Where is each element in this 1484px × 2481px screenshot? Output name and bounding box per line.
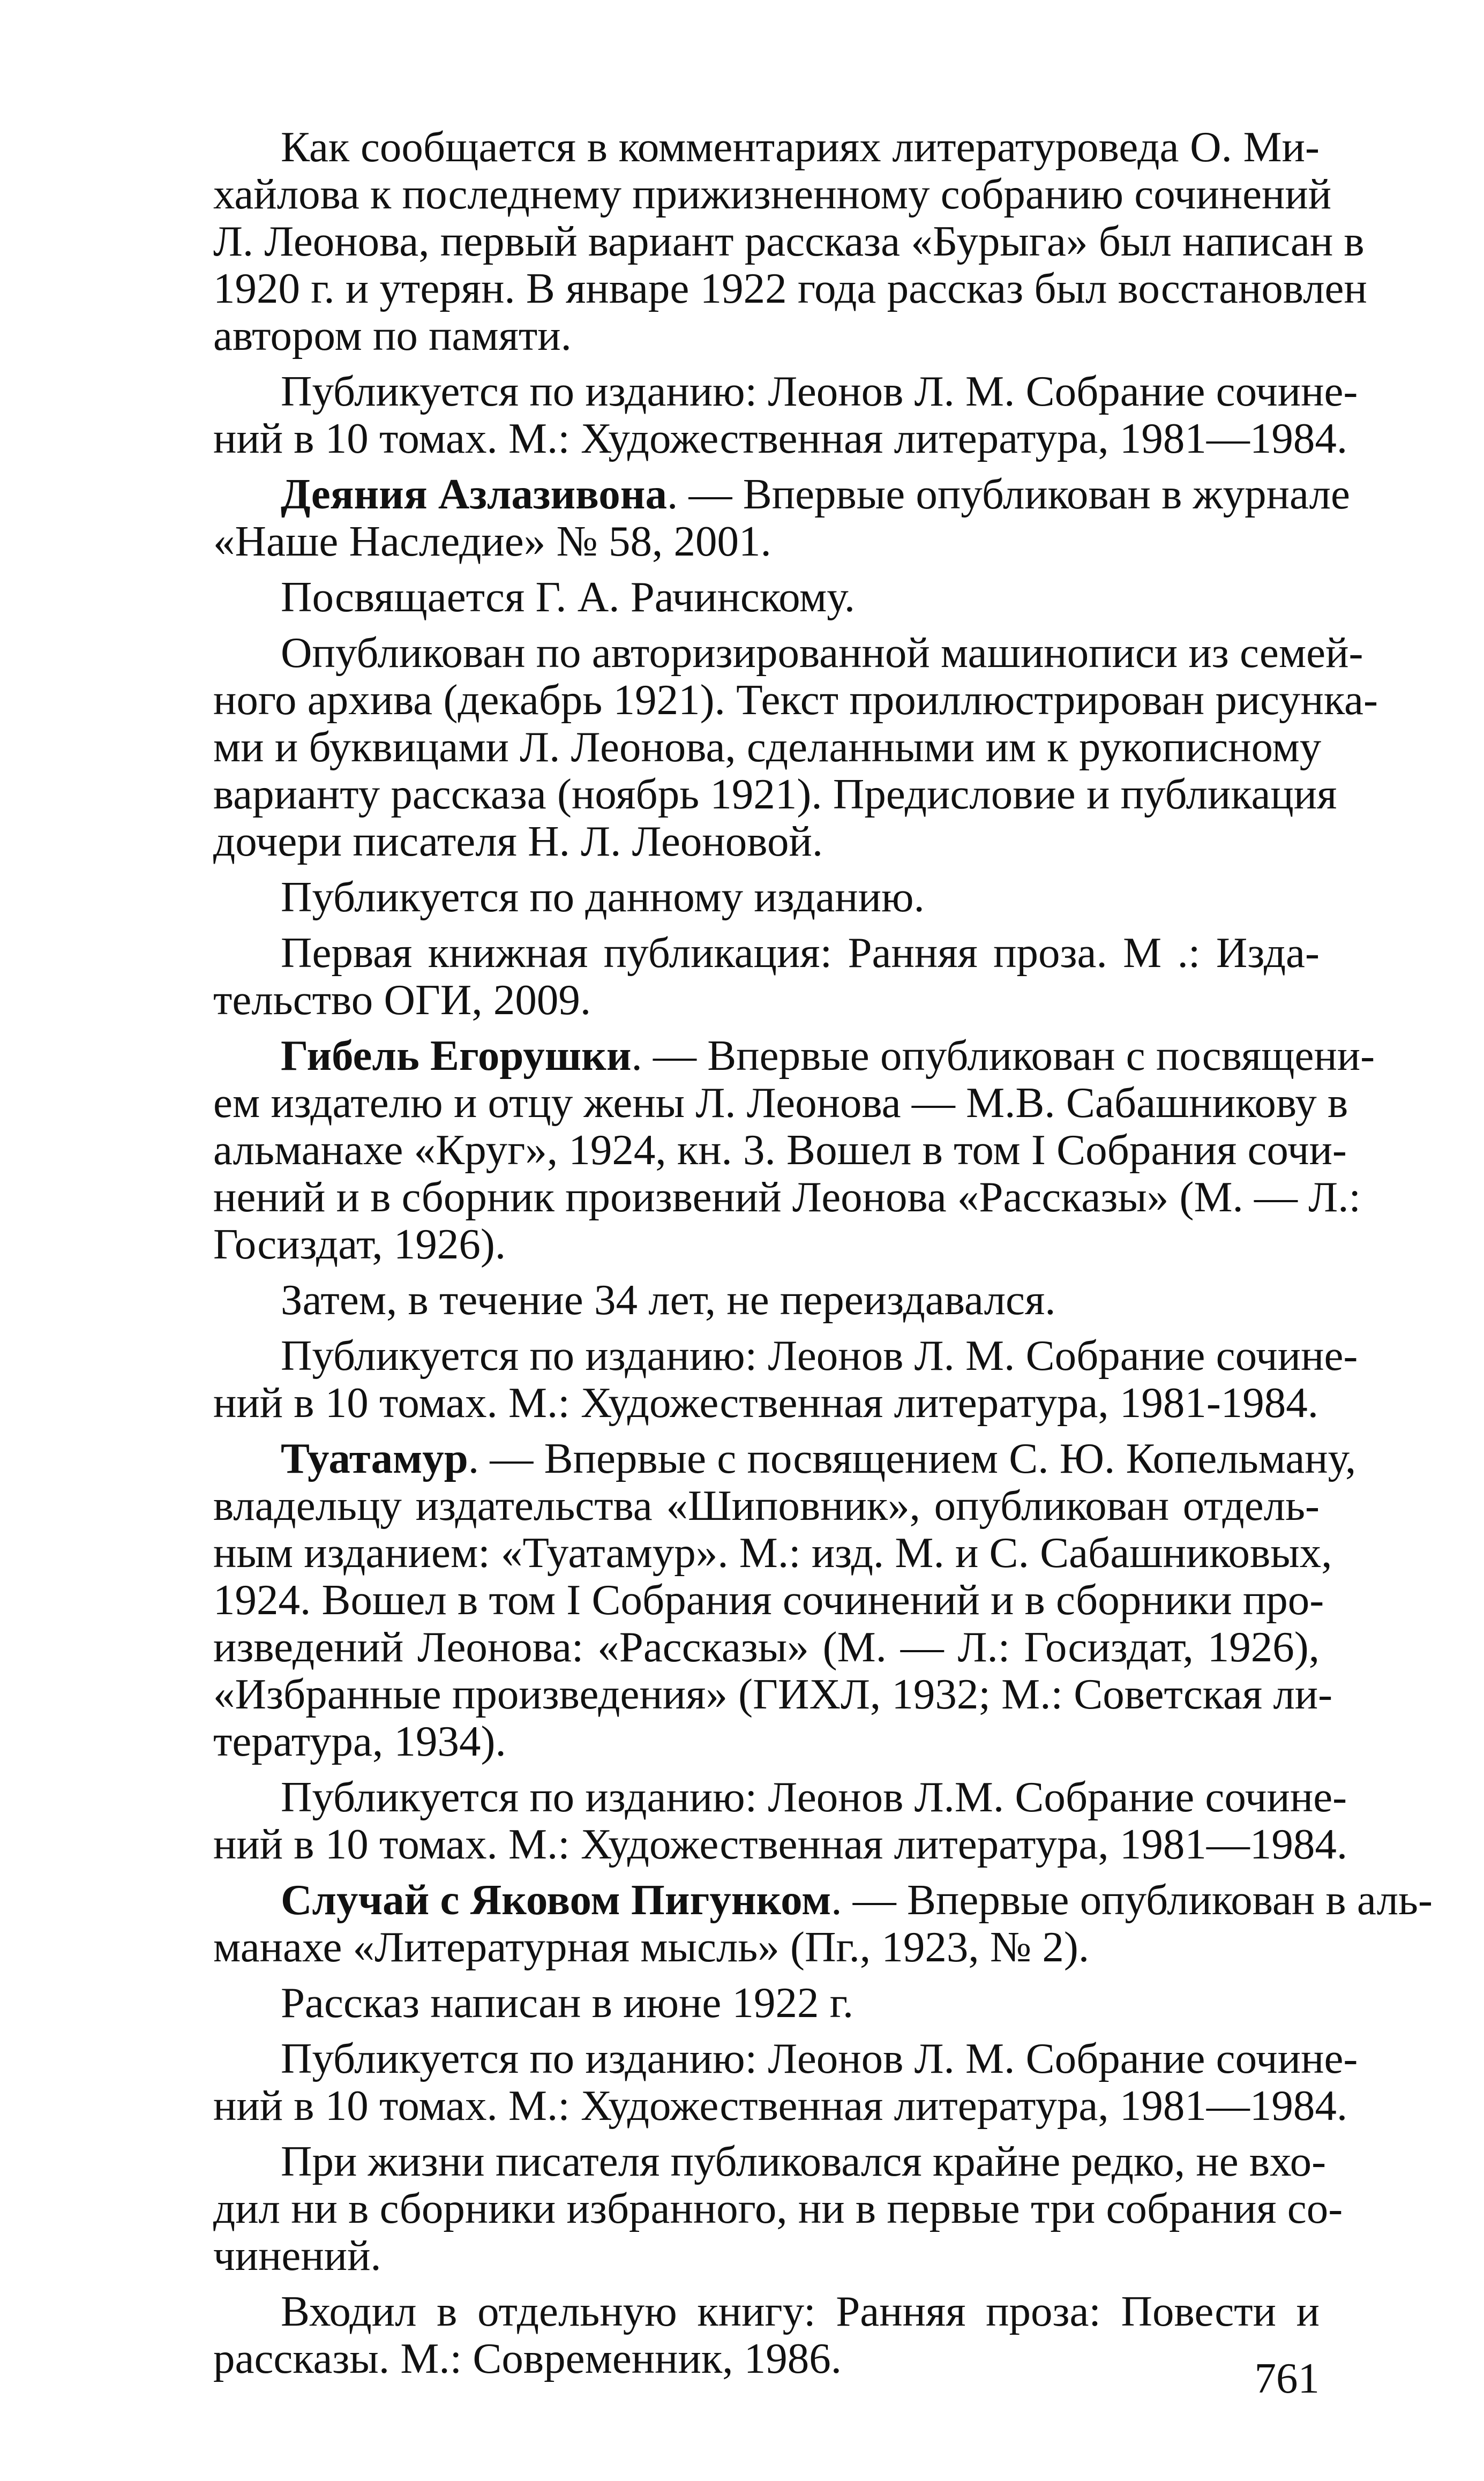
paragraph-gap xyxy=(213,1426,1320,1435)
text-line: ний в 10 томах. М.: Художественная литература, 1981—1984. xyxy=(213,2081,1348,2130)
text-line: «Наше Наследие» № 58, 2001. xyxy=(213,517,771,565)
entry-title: Туатамур xyxy=(281,1434,468,1482)
text-line: Входил в отдельную книгу: Ранняя проза: Повести и xyxy=(281,2287,1320,2335)
paragraph-gap xyxy=(213,2026,1320,2035)
text-line xyxy=(213,1876,1433,1924)
paragraph-gap xyxy=(213,1323,1320,1332)
text-line: ний в 10 томах. М.: Художественная литература, 1981-1984. xyxy=(213,1378,1319,1427)
paragraph xyxy=(213,1876,1433,1971)
text-line: Затем, в течение 34 лет, не переиздавался. xyxy=(281,1276,1056,1324)
paragraph-gap xyxy=(213,565,1320,573)
paragraph xyxy=(213,2034,1358,2130)
entry-title: Случай с Яковом Пигунком xyxy=(281,1876,831,1924)
entry-title: Гибель Егорушки xyxy=(281,1031,632,1080)
entry-text: . — Впервые с посвящением С. Ю. Копельману, xyxy=(468,1434,1356,1482)
paragraph xyxy=(213,2288,1320,2382)
paragraph-gap xyxy=(213,2279,1320,2288)
paragraph xyxy=(213,1434,1356,1765)
paragraph-gap xyxy=(213,1023,1320,1032)
text-line: варианту рассказа (ноябрь 1921). Предисловие и публикация xyxy=(213,770,1337,818)
entry-text: . — Впервые опубликован в аль- xyxy=(831,1876,1433,1924)
text-line: Как сообщается в комментариях литературоведа О. Ми- xyxy=(281,123,1320,171)
paragraph-gap xyxy=(213,1868,1320,1876)
entry-text: . — Впервые опубликован в журнале xyxy=(666,470,1350,518)
text-line: ным изданием: «Туатамур». М.: изд. М. и С. Сабашниковых, xyxy=(213,1528,1332,1577)
text-line: Публикуется по изданию: Леонов Л. М. Собрание сочине- xyxy=(281,367,1358,415)
text-line: ного архива (декабрь 1921). Текст проиллюстрирован рисунка- xyxy=(213,676,1378,724)
document-body xyxy=(213,123,1433,2390)
text-line: Публикуется по изданию: Леонов Л.М. Собрание сочине- xyxy=(281,1773,1347,1821)
text-line: Опубликован по авторизированной машинописи из семей- xyxy=(281,628,1363,677)
text-line: изведений Леонова: «Рассказы» (М. — Л.: Госиздат, 1926), xyxy=(213,1623,1320,1671)
text-line: ний в 10 томах. М.: Художественная литература, 1981—1984. xyxy=(213,1820,1348,1868)
paragraph-gap xyxy=(213,620,1320,629)
paragraph xyxy=(213,573,1320,620)
text-line: нений и в сборник произвений Леонова «Рассказы» (М. — Л.: xyxy=(213,1173,1361,1221)
paragraph-gap xyxy=(213,462,1320,470)
paragraph-gap xyxy=(213,1970,1320,1979)
text-line xyxy=(213,1434,1356,1482)
paragraph xyxy=(213,929,1320,1023)
text-line: Рассказ написан в июне 1922 г. xyxy=(281,1978,854,2027)
paragraph-gap xyxy=(213,865,1320,873)
text-line xyxy=(213,470,1350,518)
text-line: рассказы. М.: Современник, 1986. xyxy=(213,2334,842,2382)
paragraph xyxy=(213,1276,1320,1323)
paragraph xyxy=(213,1031,1375,1268)
paragraph xyxy=(213,1331,1358,1427)
paragraph-gap xyxy=(213,1765,1320,1773)
text-line: хайлова к последнему прижизненному собранию сочинений xyxy=(213,170,1332,218)
text-line: Госиздат, 1926). xyxy=(213,1220,506,1268)
text-line: Посвящается Г. А. Рачинскому. xyxy=(281,573,855,621)
text-line: чинений. xyxy=(213,2231,381,2280)
text-line: 1920 г. и утерян. В январе 1922 года рассказ был восстановлен xyxy=(213,264,1367,312)
text-line: альманахе «Круг», 1924, кн. 3. Вошел в том I Собрания сочи- xyxy=(213,1126,1347,1174)
text-line: дочери писателя Н. Л. Леоновой. xyxy=(213,817,823,865)
text-line: ми и буквицами Л. Леонова, сделанными им к рукописному xyxy=(213,723,1322,771)
entry-title: Деяния Азлазивона xyxy=(281,470,667,518)
paragraph xyxy=(213,1979,1320,2026)
text-line: 1924. Вошел в том I Собрания сочинений и в сборники про- xyxy=(213,1576,1324,1624)
paragraph-gap xyxy=(213,2129,1320,2138)
text-line: ний в 10 томах. М.: Художественная литература, 1981—1984. xyxy=(213,414,1348,462)
paragraph xyxy=(213,367,1358,462)
text-line: Л. Леонова, первый вариант рассказа «Бурыга» был написан в xyxy=(213,217,1365,265)
text-line: тельство ОГИ, 2009. xyxy=(213,976,591,1024)
text-line: Публикуется по данному изданию. xyxy=(281,873,925,921)
text-line: автором по памяти. xyxy=(213,311,572,359)
text-line: При жизни писателя публиковался крайне редко, не вхо- xyxy=(281,2137,1326,2185)
text-line: ем издателю и отцу жены Л. Леонова — М.В. Сабашникову в xyxy=(213,1078,1348,1127)
text-line: тература, 1934). xyxy=(213,1717,506,1765)
paragraph xyxy=(213,1773,1348,1868)
text-line: манахе «Литературная мысль» (Пг., 1923, № 2). xyxy=(213,1923,1090,1971)
text-line: «Избранные произведения» (ГИХЛ, 1932; М.: Советская ли- xyxy=(213,1670,1333,1718)
text-line xyxy=(213,1031,1375,1080)
text-line: дил ни в сборники избранного, ни в первые три собрания со- xyxy=(213,2184,1343,2232)
paragraph-gap xyxy=(213,2382,1320,2390)
text-line: Публикуется по изданию: Леонов Л. М. Собрание сочине- xyxy=(281,1331,1358,1380)
paragraph xyxy=(213,470,1350,565)
text-line: Публикуется по изданию: Леонов Л. М. Собрание сочине- xyxy=(281,2034,1358,2082)
page-number: 761 xyxy=(1254,2354,1320,2402)
entry-text: . — Впервые опубликован с посвящени- xyxy=(631,1031,1375,1080)
text-line: владельцу издательства «Шиповник», опубликован отдель- xyxy=(213,1481,1320,1530)
paragraph-gap xyxy=(213,920,1320,929)
paragraph xyxy=(213,873,1320,920)
paragraph-gap xyxy=(213,359,1320,368)
text-line: Первая книжная публикация: Ранняя проза. М .: Изда- xyxy=(281,928,1320,977)
paragraph-gap xyxy=(213,1268,1320,1276)
paragraph xyxy=(213,123,1367,359)
paragraph xyxy=(213,628,1378,865)
paragraph xyxy=(213,2137,1343,2280)
